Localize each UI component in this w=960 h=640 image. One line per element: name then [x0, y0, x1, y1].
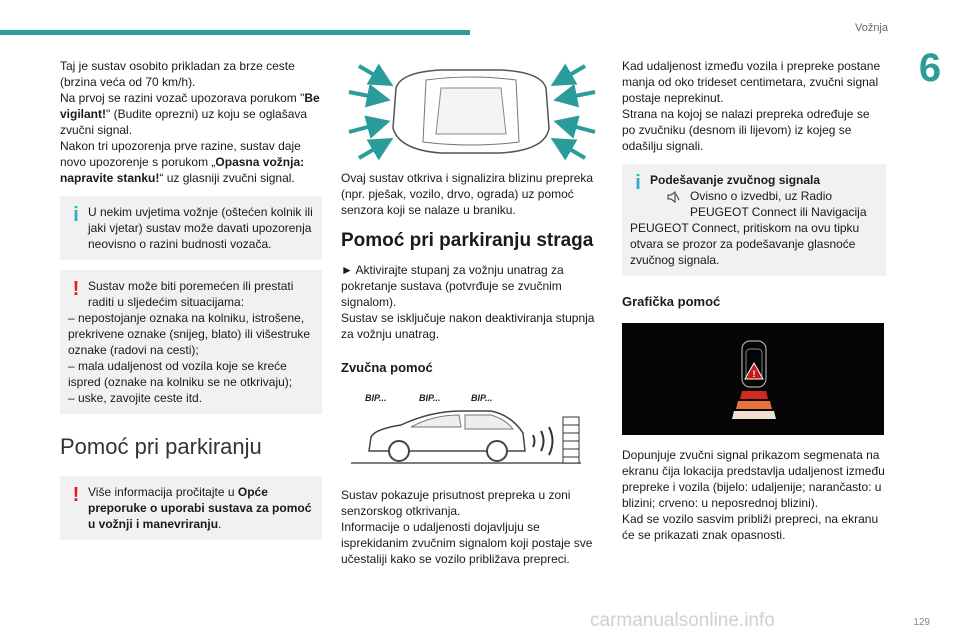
distance-segment-mid	[736, 401, 772, 409]
paragraph: Informacije o udaljenosti dojavljuju se isprekidanim zvučnim signalom koji postaje sve učestaliji kako se vozilo približava prepreci.	[341, 520, 593, 566]
section-title: Pomoć pri parkiranju	[60, 434, 262, 459]
paragraph: Strana na kojoj se nalazi prepreka određuje se po zvučniku (desnom ili lijevom) iz kojeg se odašilju signali.	[622, 107, 870, 153]
warning-icon: !	[72, 484, 80, 506]
paragraph: Sustav pokazuje prisutnost prepreka u zoni senzorskog otkrivanja.	[341, 488, 571, 518]
paragraph: Nakon tri upozorenja prve razine, sustav daje novo upozorenje s porukom „Opasna vožnja: napravite stanku!“ uz glasniji zvučni signal.	[60, 139, 305, 185]
column-middle	[341, 58, 603, 567]
paragraph: Dopunjuje zvučni signal prikazom segmenata na ekranu čija lokacija predstavlja udaljenost između prepreke i vozila (bijelo: udaljenije; narančasto: u blizini; crveno: u neposrednoj blizini).	[622, 448, 885, 510]
warning-note-reference: ! Više informacija pročitajte u Opće preporuke o uporabi sustava za pomoć u vožnji i manevriranju.	[60, 476, 322, 540]
info-note: i U nekim uvjetima vožnje (oštećen kolnik ili jaki vjetar) sustav može davati upozorenja neovisno o razini budnosti vozača.	[60, 196, 322, 260]
distance-segment-far	[732, 411, 776, 419]
sensor-arrow	[359, 66, 383, 80]
sensor-arrow	[565, 92, 595, 98]
watermark: carmanualsonline.info	[590, 610, 775, 631]
page-number: 129	[913, 617, 930, 628]
svg-text:!: !	[752, 369, 756, 379]
distance-segment-near	[740, 391, 768, 399]
section-title: Pomoć pri parkiranju straga	[341, 230, 594, 251]
warning-note: ! Sustav može biti poremećen ili prestati raditi u sljedećim situacijama: – nepostojanje oznaka na kolniku, istrošene, prekrivene oznake (snijeg, blato) ili višestruke oznake (radovi na cesti); – mala udaljenost od vozila koje se kreće ispred (oznake na kolniku se ne otkrivaju); – uske, zavojite ceste itd.	[60, 270, 322, 414]
sensor-arrow	[359, 144, 383, 158]
speaker-icon	[666, 190, 680, 208]
running-header: Vožnja	[854, 22, 888, 34]
paragraph: Sustav se isključuje nakon deaktiviranja stupnja za vožnju unatrag.	[341, 311, 595, 341]
sensor-arrow	[349, 92, 379, 98]
column-right	[622, 58, 886, 543]
graphic-assist-screen	[622, 323, 884, 435]
warning-icon: !	[72, 278, 80, 300]
chapter-number: 6	[918, 46, 942, 90]
bip-label: BIP...	[365, 393, 387, 403]
paragraph: Na prvoj se razini vozač upozorava porukom "Be vigilant!" (Budite oprezni) uz koju se oglašava zvučni signal.	[60, 91, 320, 137]
header-accent-bar	[0, 30, 470, 35]
wheel-icon	[487, 441, 507, 461]
sensor-arrow	[561, 144, 585, 158]
subsection-title: Zvučna pomoć	[341, 360, 433, 375]
paragraph: Ovaj sustav otkriva i signalizira blizinu prepreka (npr. pješak, vozilo, drvo, ograda) uz pomoć senzora koji se nalaze u braniku.	[341, 171, 594, 217]
sensor-arrow	[561, 66, 585, 80]
sensor-arrow	[349, 124, 379, 132]
sound-assist-illustration	[341, 389, 603, 479]
wheel-icon	[389, 441, 409, 461]
car-sensors-illustration	[341, 58, 603, 168]
column-left	[60, 58, 322, 540]
bip-label: BIP...	[471, 393, 493, 403]
paragraph: Taj je sustav osobito prikladan za brze ceste (brzina veća od 70 km/h).	[60, 59, 295, 89]
sensor-arrow	[565, 124, 595, 132]
bip-label: BIP...	[419, 393, 441, 403]
paragraph: Kad udaljenost između vozila i prepreke postane manja od oko trideset centimetara, zvučni signal postaje neprekinut.	[622, 59, 881, 105]
info-icon: i	[73, 204, 79, 226]
paragraph: ► Aktivirajte stupanj za vožnju unatrag za pokretanje sustava (potvrđuje se zvučnim signalom).	[341, 263, 564, 309]
paragraph: Kad se vozilo sasvim približi prepreci, na ekranu će se prikazati znak opasnosti.	[622, 512, 879, 542]
info-note-sound-settings: i Podešavanje zvučnog signala Ovisno o izvedbi, uz Radio PEUGEOT Connect ili Navigacija PEUGEOT Connect, pritiskom na ovu tipku otvara se prozor za podešavanje glasnoće zvučnog signala.	[622, 164, 886, 276]
info-icon: i	[635, 172, 641, 194]
wall-icon	[563, 417, 579, 463]
subsection-title: Grafička pomoć	[622, 294, 721, 309]
